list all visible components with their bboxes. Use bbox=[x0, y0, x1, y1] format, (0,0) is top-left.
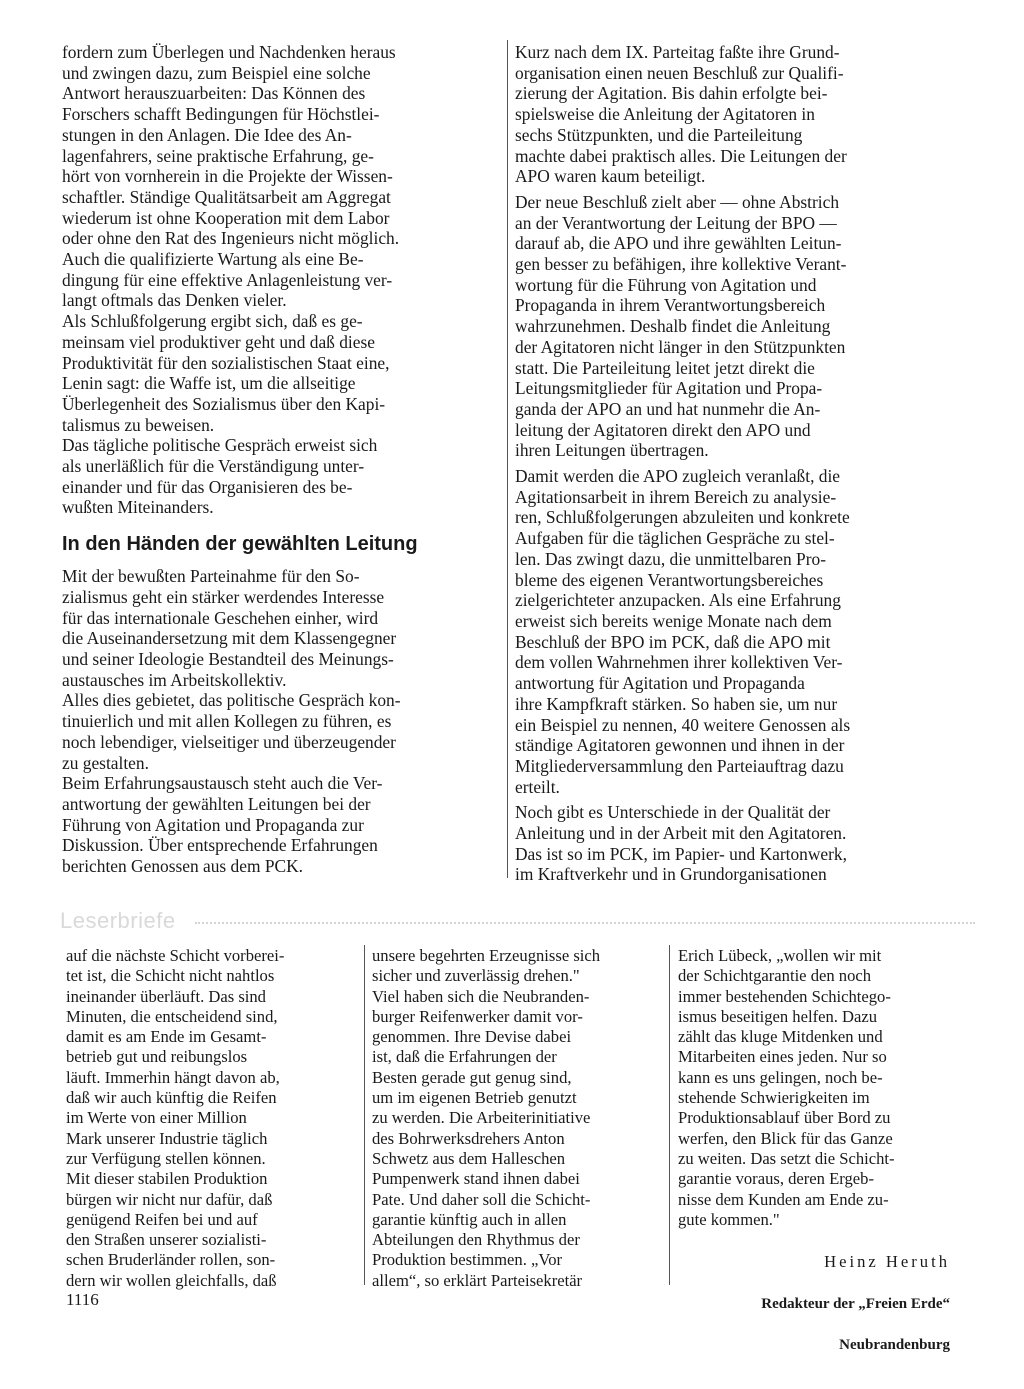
paragraph: auf die nächste Schicht vorberei- tet ist, die Schicht nicht nahtlos ineinander überläuft. Das sind Minuten, die entscheidend sind, damit es am Ende im Gesamt- betrieb gut und reibungslos läuft. Immerhin hängt davon ab, daß wir auch künftig die Reifen im Werte von einer Million Mark unserer Industrie täglich zur Verfügung stellen können. Mit dieser stabilen Produktion bürgen wir nicht nur dafür, daß genügend Reifen bei und auf den Straßen unserer sozialisti- schen Bruderländer rollen, son- dern wir wollen gleichfalls, daß bbox=[66, 946, 285, 1290]
column-divider bbox=[364, 945, 365, 1285]
author-name: Heinz Heruth bbox=[824, 1252, 950, 1272]
section-divider bbox=[195, 922, 975, 924]
paragraph: Noch gibt es Unterschiede in der Qualität der Anleitung und in der Arbeit mit den Agitatoren. Das ist so im PCK, im Papier- und Kartonwerk, im Kraftverkehr und in Grundorganisationen bbox=[515, 802, 847, 885]
letter-column-2 bbox=[372, 946, 662, 1291]
paragraph: Als Schlußfolgerung ergibt sich, daß es ge- meinsam viel produktiver geht und daß diese Produktivität für den sozialistischen Staat eine, Lenin sagt: die Waffe ist, um die allseitige Überlegenheit des Sozialismus über den Kapi- talismus zu beweisen. bbox=[62, 311, 390, 435]
paragraph: Alles dies gebietet, das politische Gespräch kon- tinuierlich und mit allen Kollegen zu führen, es noch lebendiger, vielseitiger und überzeugender zu gestalten. bbox=[62, 690, 401, 773]
page-number: 1116 bbox=[66, 1290, 99, 1309]
article-column-left bbox=[62, 42, 494, 877]
author-place: Neubrandenburg bbox=[839, 1336, 950, 1353]
paragraph: fordern zum Überlegen und Nachdenken heraus und zwingen dazu, zum Beispiel eine solche Antwort herauszuarbeiten: Das Können des Forschers schafft Bedingungen für Höchstlei- stungen in den Anlagen. Die Idee des An- lagenfahrers, seine praktische Erfahrung, ge- hört von vornherein in die Projekte der Wissen- schaftler. Ständige Qualitätsarbeit am Aggregat wiederum ist ohne Kooperation mit dem Labor oder ohne den Rat des Ingenieurs nicht möglich. Auch die qualifizierte Wartung als eine Be- dingung für eine effektive Anlagenleistung ver- langt oftmals das Denken vieler. bbox=[62, 42, 400, 311]
column-divider bbox=[669, 945, 670, 1285]
author-signature bbox=[678, 1232, 950, 1354]
paragraph: Das tägliche politische Gespräch erweist sich als unerläßlich für die Verständigung unter- einander und für das Organisieren des be- wußten Miteinanders. bbox=[62, 435, 378, 518]
letter-column-3 bbox=[678, 946, 950, 1354]
paragraph: Der neue Beschluß zielt aber — ohne Abstrich an der Verantwortung der Leitung der BPO — darauf ab, die APO und ihre gewählten Leitun- gen besser zu befähigen, ihre kollektive Verant- wortung für die Führung von Agitation und Propaganda in ihrem Verantwortungsbereich wahrzunehmen. Deshalb findet die Anleitung der Agitatoren nicht länger in den Stützpunkten statt. Die Parteileitung leitet jetzt direkt die Leitungsmitglieder für Agitation und Propa- ganda der APO an und hat nunmehr die An- leitung der Agitatoren direkt den APO und ihren Leitungen übertragen. bbox=[515, 191, 847, 461]
paragraph: Mit der bewußten Parteinahme für den So- zialismus geht ein stärker werdendes Interesse für das internationale Geschehen einher, wird die Auseinandersetzung mit dem Klassengegner und seiner Ideologie Bestandteil des Meinungs- austausches im Arbeitskollektiv. bbox=[62, 566, 397, 690]
paragraph: Damit werden die APO zugleich veranlaßt, die Agitationsarbeit in ihrem Bereich zu analysie- ren, Schlußfolgerungen abzuleiten und konkrete Aufgaben für die täglichen Gespräche zu stel- len. Das zwingt dazu, die unmittelbaren Pro- bleme des eigenen Verantwortungsbereiches zielgerichteter anzupacken. Als eine Erfahrung erweist sich bereits wenige Monate nach dem Beschluß der BPO im PCK, daß die APO mit dem vollen Wahrnehmen ihrer kollektiven Ver- antwortung für Agitation und Propaganda ihre Kampfkraft stärken. So haben sie, um nur ein Beispiel zu nennen, 40 weitere Genossen als ständige Agitatoren gewonnen und ihnen in der Mitgliederversammlung den Parteiauftrag dazu erteilt. bbox=[515, 466, 851, 797]
paragraph: Kurz nach dem IX. Parteitag faßte ihre Grund- organisation einen neuen Beschluß zur Qualifi- zierung der Agitation. Bis dahin erfolgte bei- spielsweise die Anleitung der Agitatoren in sechs Stützpunkten, und die Parteileitung machte dabei praktisch alles. Die Leitungen der APO waren kaum beteiligt. bbox=[515, 42, 847, 187]
paragraph: Erich Lübeck, „wollen wir mit der Schichtgarantie den noch immer bestehenden Schichtego- ismus beseitigen helfen. Dazu zählt das kluge Mitdenken und Mitarbeiten eines jeden. Nur so kann es uns gelingen, noch be- stehende Schwierigkeiten im Produktionsablauf über Bord zu werfen, den Blick für das Ganze zu weiten. Das setzt die Schicht- garantie voraus, deren Ergeb- nisse dem Kunden am Ende zu- gute kommen." bbox=[678, 946, 895, 1229]
author-role: Redakteur der „Freien Erde“ bbox=[761, 1296, 950, 1313]
section-heading: In den Händen der gewählten Leitung bbox=[62, 533, 418, 556]
letter-column-1 bbox=[66, 946, 356, 1291]
column-divider bbox=[507, 40, 508, 878]
paragraph: Beim Erfahrungsaustausch steht auch die Ver- antwortung der gewählten Leitungen bei der Führung von Agitation und Propaganda zur Diskussion. Über entsprechende Erfahrungen berichten Genossen aus dem PCK. bbox=[62, 773, 383, 877]
section-label-leserbriefe: Leserbriefe bbox=[60, 908, 176, 933]
paragraph: unsere begehrten Erzeugnisse sich sicher und zuverlässig drehen." Viel haben sich die Neubranden- burger Reifenwerker damit vor- genommen. Ihre Devise dabei ist, daß die Erfahrungen der Besten gerade gut genug sind, um im eigenen Betrieb genutzt zu werden. Die Arbeiterinitiative des Bohrwerksdrehers Anton Schwetz aus dem Halleschen Pumpenwerk stand ihnen dabei Pate. Und daher soll die Schicht- garantie künftig auch in allen Abteilungen den Rhythmus der Produktion bestimmen. „Vor allem“, so erklärt Parteisekretär bbox=[372, 946, 601, 1290]
article-column-right bbox=[515, 42, 947, 885]
